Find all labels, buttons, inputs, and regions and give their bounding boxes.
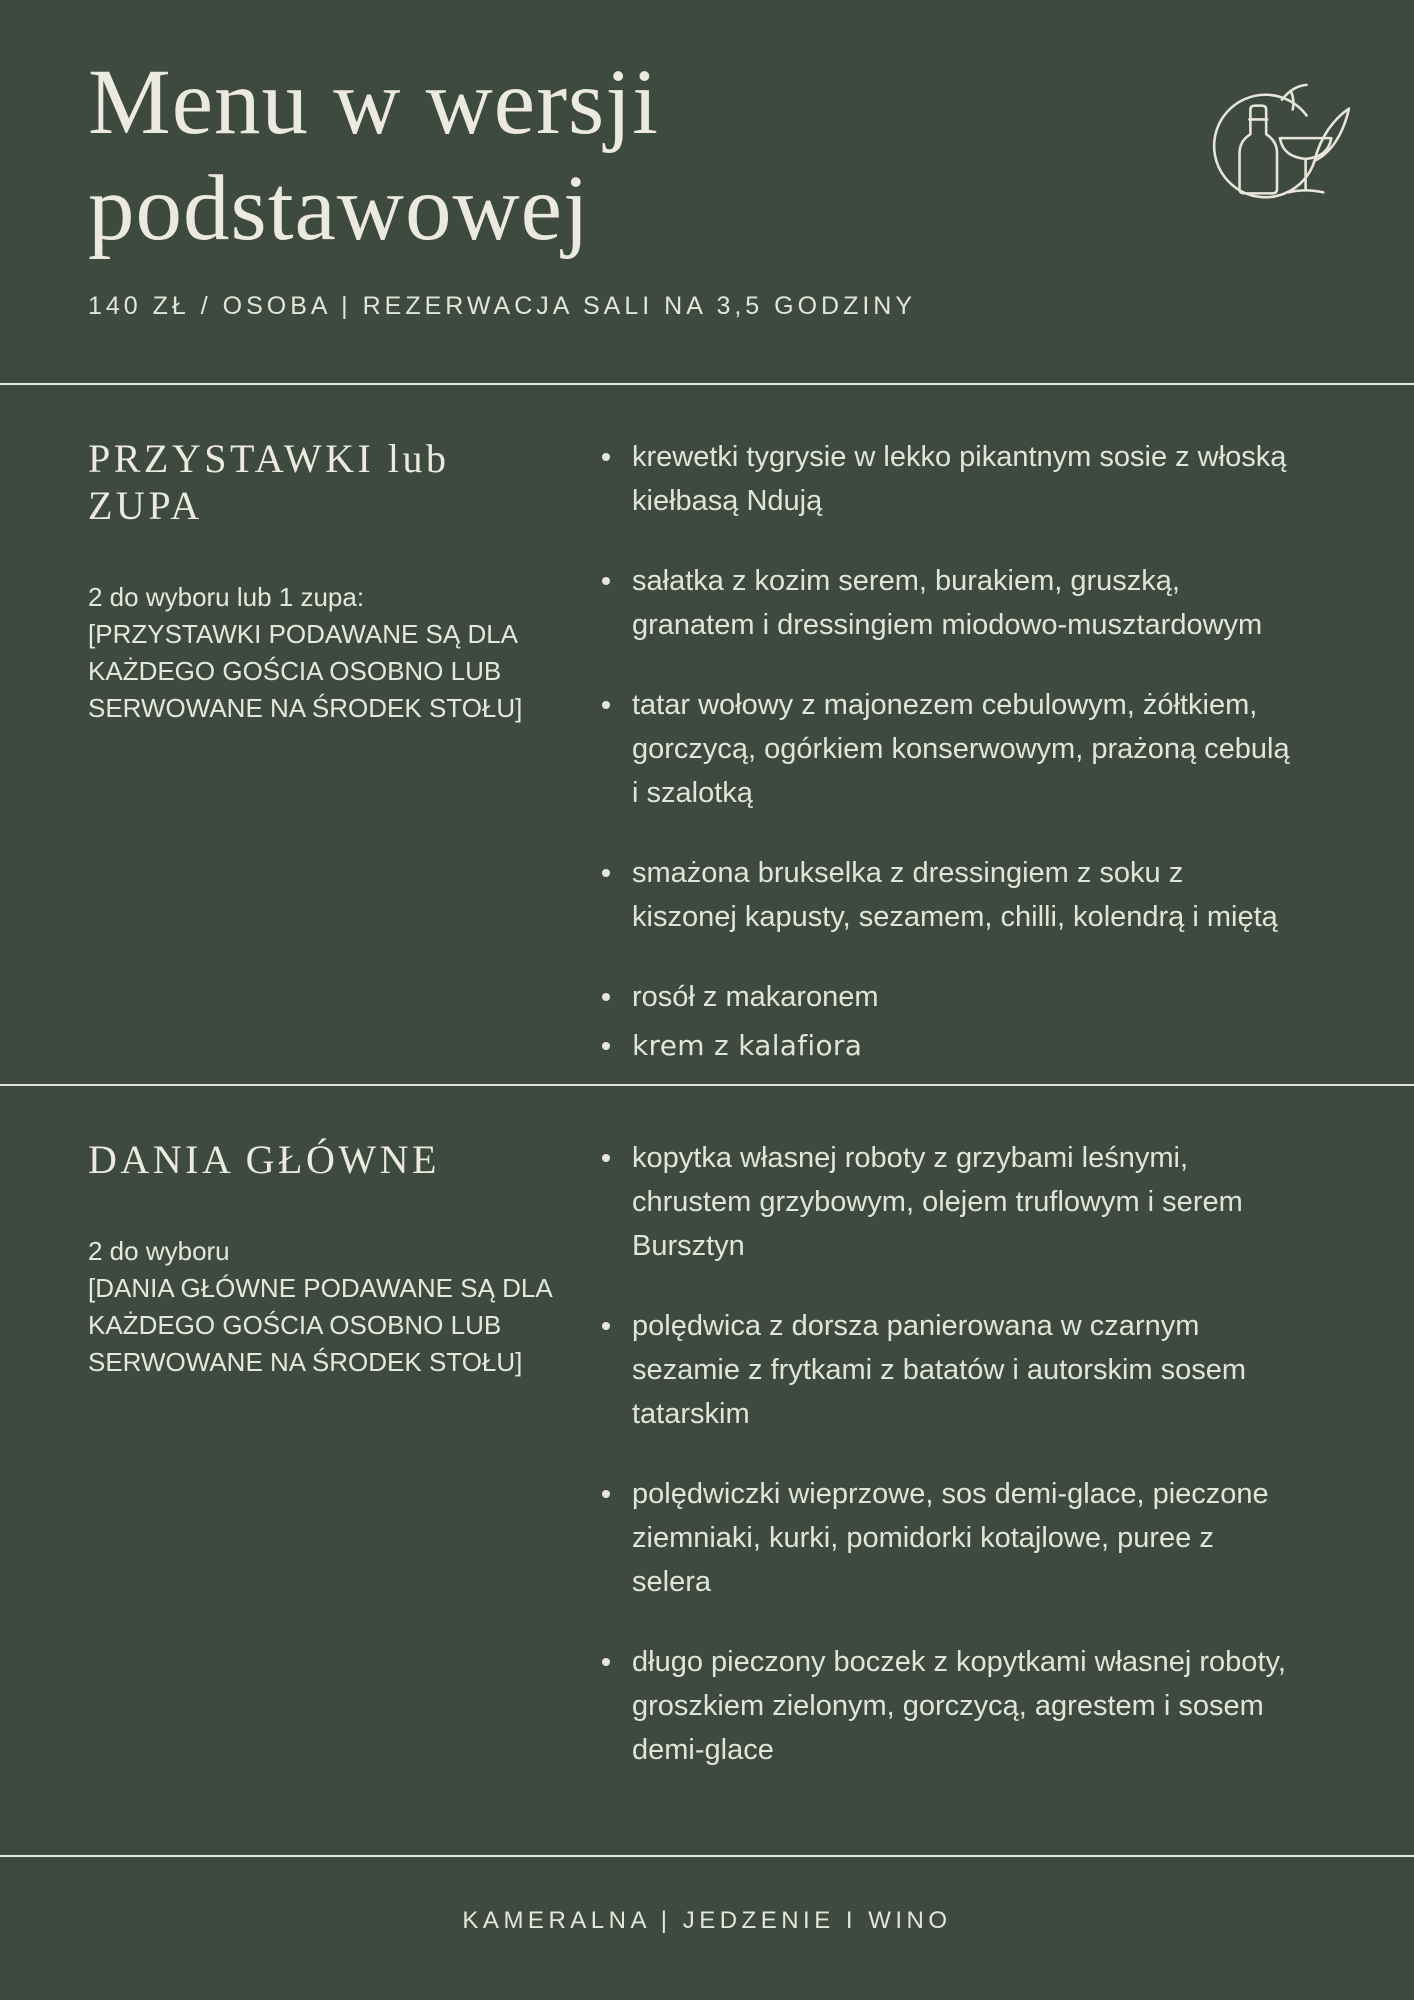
menu-item-text: sałatka z kozim serem, burakiem, gruszką, granatem i dressingiem miodowo-musztardowym (632, 565, 1263, 642)
note-bracket: [DANIA GŁÓWNE PODAWANE SĄ DLA KAŻDEGO GOŚCIA OSOBNO LUB SERWOWANE NA ŚRODEK STOŁU] (88, 1273, 552, 1378)
bullet-icon (602, 577, 610, 585)
bullet-icon (602, 701, 610, 709)
menu-item (602, 1024, 1292, 1068)
wine-bottle-glass-leaf-icon (1204, 78, 1352, 218)
bullet-icon (602, 1042, 610, 1050)
section-mains (0, 1086, 1414, 1828)
menu-item (602, 1472, 1292, 1604)
bullet-icon (602, 453, 610, 461)
note-bracket: [PRZYSTAWKI PODAWANE SĄ DLA KAŻDEGO GOŚCIA OSOBNO LUB SERWOWANE NA ŚRODEK STOŁU] (88, 619, 523, 724)
bullet-icon (602, 869, 610, 877)
menu-item (602, 683, 1292, 815)
starters-item-list (602, 435, 1292, 1068)
price-and-reservation-info: 140 ZŁ / OSOBA | REZERWACJA SALI NA 3,5 GODZINY (88, 292, 917, 321)
bullet-icon (602, 1490, 610, 1498)
menu-item (602, 851, 1292, 939)
section-starters (0, 385, 1414, 1084)
menu-item (602, 975, 1292, 1019)
menu-item-text: polędwica z dorsza panierowana w czarnym sezamie z frytkami z batatów i autorskim sosem tatarskim (632, 1310, 1247, 1431)
menu-item-text: smażona brukselka z dressingiem z soku z kiszonej kapusty, sezamem, chilli, kolendrą i miętą (632, 857, 1278, 934)
section-mains-left-column (88, 1136, 558, 1772)
bullet-icon (602, 1322, 610, 1330)
menu-item (602, 1136, 1292, 1268)
menu-item-text: kopytka własnej roboty z grzybami leśnymi, chrustem grzybowym, olejem truflowym i serem Bursztyn (632, 1142, 1243, 1263)
header (0, 0, 1414, 321)
mains-item-list (602, 1136, 1292, 1772)
section-heading-mains: DANIA GŁÓWNE (88, 1137, 440, 1183)
note-intro: 2 do wyboru lub 1 zupa: (88, 582, 365, 613)
menu-item-text: rosół z makaronem (632, 981, 879, 1014)
menu-item (602, 559, 1292, 647)
menu-item (602, 435, 1292, 523)
footer (0, 1857, 1414, 2000)
section-heading-starters: PRZYSTAWKI lub ZUPA (88, 436, 450, 529)
restaurant-name: KAMERALNA | JEDZENIE I WINO (462, 1907, 952, 1934)
note-intro: 2 do wyboru (88, 1236, 230, 1267)
menu-item (602, 1640, 1292, 1772)
spacer (0, 1828, 1414, 1855)
menu-item-text: długo pieczony boczek z kopytkami własnej roboty, groszkiem zielonym, gorczycą, agrestem i sosem demi-glace (632, 1646, 1286, 1767)
menu-item (602, 1304, 1292, 1436)
menu-item-text: krem z kalafiora (632, 1029, 863, 1063)
bullet-icon (602, 1154, 610, 1162)
menu-item-text: tatar wołowy z majonezem cebulowym, żółtkiem, gorczycą, ogórkiem konserwowym, prażoną cebulą i szalotką (632, 689, 1290, 810)
page-title: Menu w wersji podstawowej (88, 51, 659, 261)
bullet-icon (602, 1658, 610, 1666)
section-note (88, 1233, 558, 1381)
menu-item-text: krewetki tygrysie w lekko pikantnym sosie z włoską kiełbasą Ndują (632, 441, 1287, 518)
section-note (88, 579, 558, 727)
menu-item-text: polędwiczki wieprzowe, sos demi-glace, pieczone ziemniaki, kurki, pomidorki kotajlowe, puree z selera (632, 1478, 1269, 1599)
bullet-icon (602, 993, 610, 1001)
section-starters-left-column (88, 435, 558, 1068)
